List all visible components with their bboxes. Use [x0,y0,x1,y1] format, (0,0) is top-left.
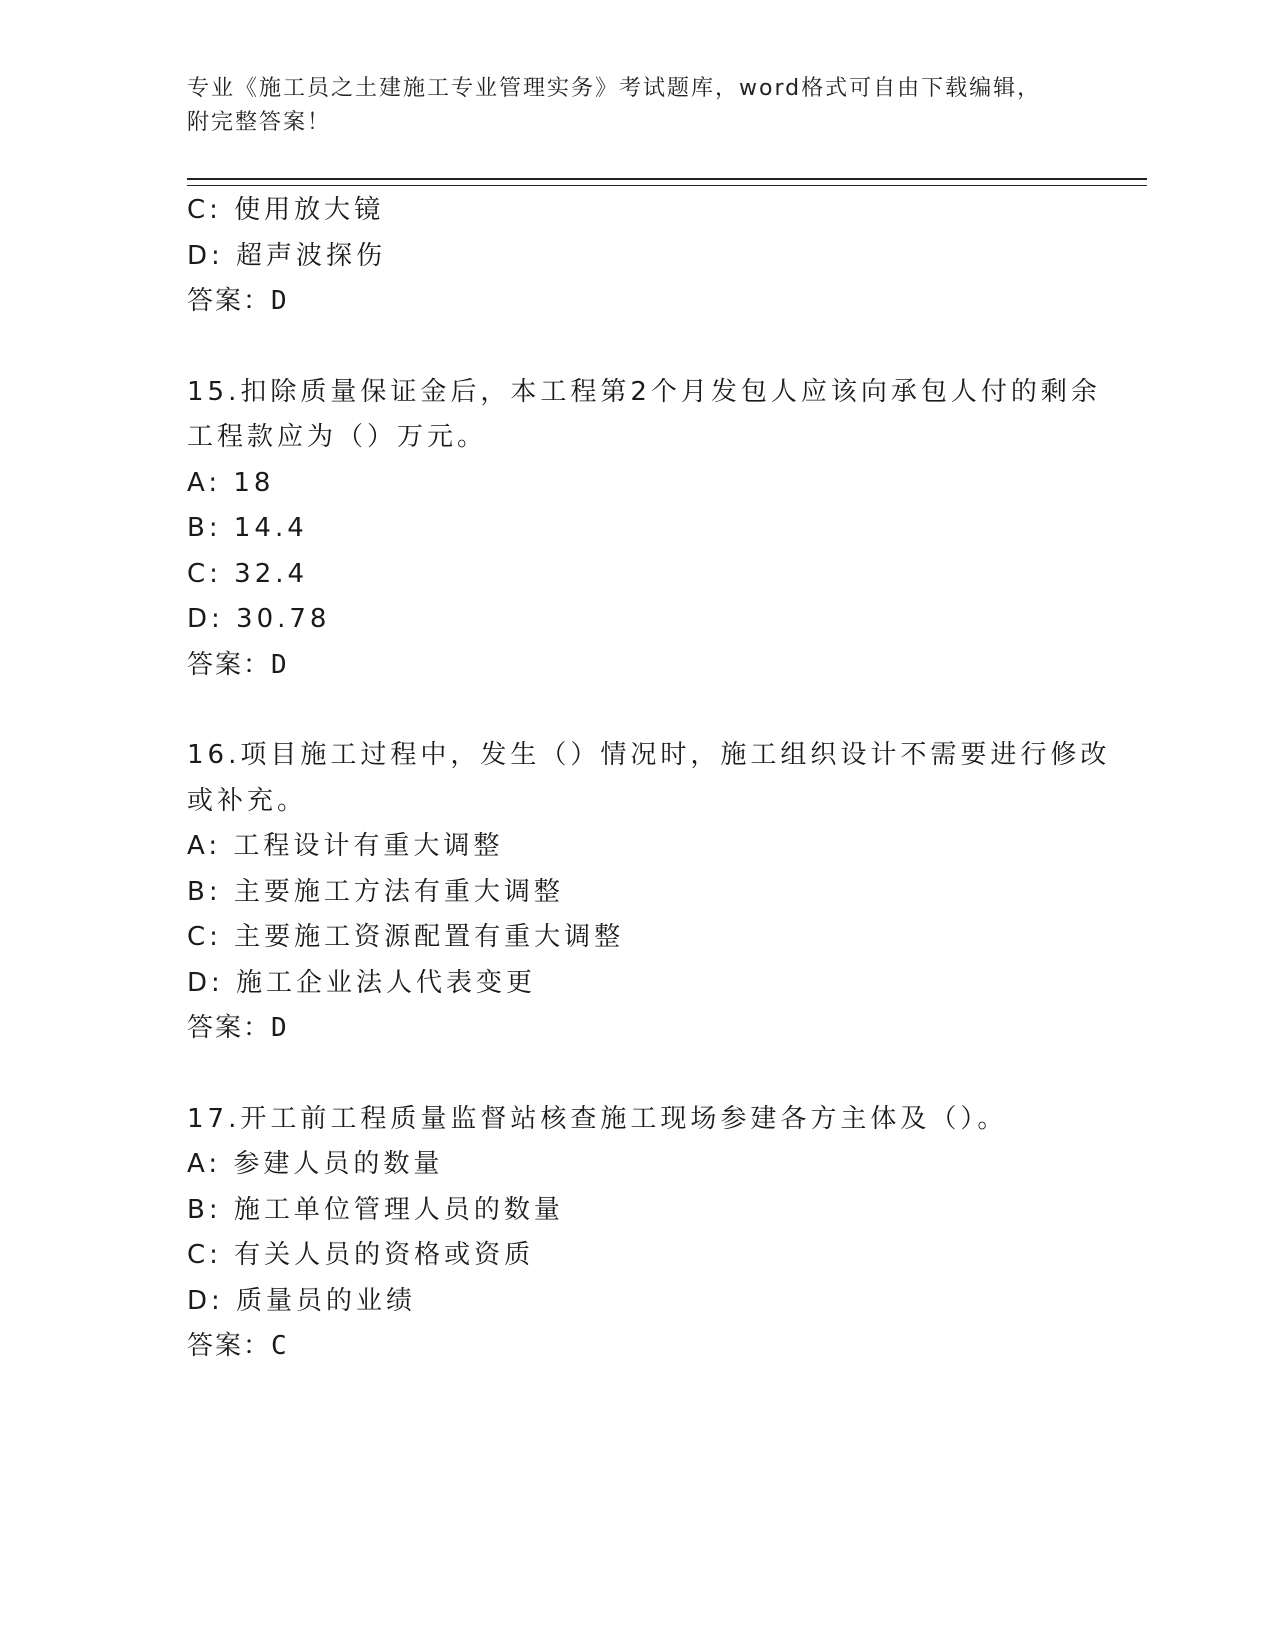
question-stem-line: 16.项目施工过程中，发生（）情况时，施工组织设计不需要进行修改 [187,740,1111,770]
header-line-1: 专业《施工员之土建施工专业管理实务》考试题库，word格式可自由下载编辑， [187,76,1042,101]
answer-value: D [271,1013,289,1043]
question-16 [187,733,1111,1052]
question-spacer [187,688,1087,733]
question-spacer [187,1052,1087,1097]
option-a: A: 18 [187,467,275,498]
document-body [187,188,1111,1370]
option-a: A: 工程设计有重大调整 [187,831,504,861]
question-stem-line: 工程款应为（）万元。 [187,422,488,452]
option-b: B: 施工单位管理人员的数量 [187,1194,564,1225]
option-d: D: 超声波探伤 [187,240,387,271]
question-spacer [187,325,1087,370]
answer-label: 答案： [187,286,272,316]
question-14-continued [187,188,1087,325]
option-d: D: 30.78 [187,604,331,634]
option-c: C: 32.4 [187,558,309,589]
answer-label: 答案： [187,1013,272,1043]
option-d: D: 质量员的业绩 [187,1285,417,1316]
question-stem-line: 或补充。 [187,785,308,816]
answer-value: D [271,649,289,680]
question-17 [187,1097,1087,1370]
answer-line [187,1324,1087,1370]
answer-label: 答案： [187,1331,272,1361]
answer-label: 答案： [187,649,272,680]
answer-line [187,643,1087,689]
option-c: C: 使用放大镜 [187,195,385,225]
document-header [187,72,1087,140]
option-b: B: 14.4 [187,513,308,543]
option-d: D: 施工企业法人代表变更 [187,967,537,998]
question-15 [187,370,1101,689]
question-stem-line: 15.扣除质量保证金后，本工程第2个月发包人应该向承包人付的剩余 [187,376,1101,407]
option-c: C: 有关人员的资格或资质 [187,1240,535,1270]
answer-value: C [271,1331,289,1361]
answer-value: D [271,286,289,316]
option-c: C: 主要施工资源配置有重大调整 [187,922,625,952]
option-b: B: 主要施工方法有重大调整 [187,876,564,907]
question-stem-line: 17.开工前工程质量监督站核查施工现场参建各方主体及（）。 [187,1103,1008,1134]
answer-line [187,279,1087,325]
answer-line [187,1006,1087,1052]
header-divider [187,178,1147,186]
option-a: A: 参建人员的数量 [187,1149,444,1179]
header-line-2: 附完整答案！ [187,110,332,135]
